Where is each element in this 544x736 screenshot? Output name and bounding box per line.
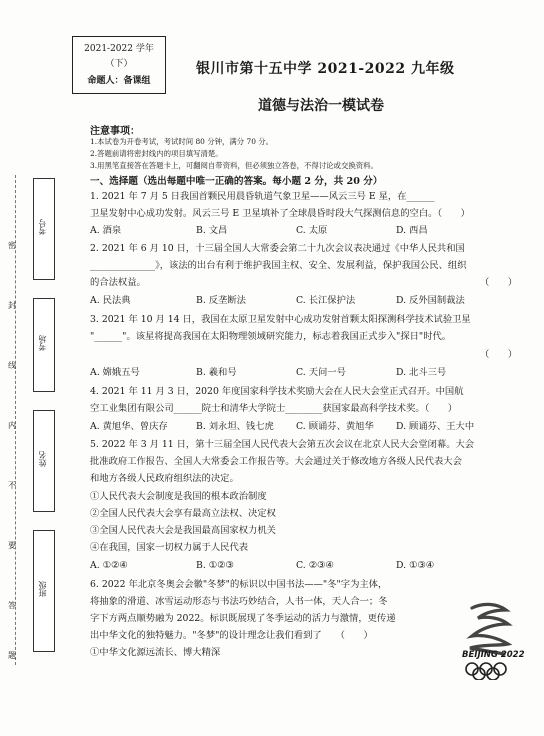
q5-statement: ②全国人民代表大会享有最高立法权、决定权 bbox=[90, 508, 276, 519]
q5-statement: ④在我国，国家一切权力属于人民代表 bbox=[90, 542, 249, 553]
q1-line: 1. 2021 年 7 月 5 日我国首颗民用晨昏轨道气象卫星——风云三号 E 星，在______ bbox=[90, 191, 435, 202]
q4-option-a: A. 黄旭华、曾庆存 bbox=[90, 421, 168, 432]
exam-title: 银川市第十五中学 2021-2022 九年级 bbox=[196, 61, 455, 77]
q1-option-c: C. 太原 bbox=[296, 225, 328, 236]
q3-line: 3. 2021 年 10 月 14 日，我国在太原卫星发射中心成功发射首颗太阳探测科学技术试验卫星 bbox=[90, 314, 471, 325]
exam-room-box[interactable] bbox=[33, 298, 55, 392]
section-heading: 一、选择题（选出每题中唯一正确的答案。每小题 2 分，共 20 分） bbox=[90, 176, 383, 187]
note-item: 1.本试卷为开卷考试，考试时间 80 分钟，满分 70 分。 bbox=[90, 137, 274, 146]
q4-option-d: D. 顾诵芬、王大中 bbox=[396, 421, 475, 432]
note-item: 3.用黑笔直接答在答题卡上，可翻阅自带资料，但必须独立答卷，不得讨论或交换资料。 bbox=[90, 161, 378, 170]
term-label: （下） bbox=[105, 59, 133, 69]
exam-info-box bbox=[72, 36, 166, 94]
q6-line: 6. 2022 年北京冬奥会会徽"冬梦"的标识以中国书法——"冬"字为主体， bbox=[90, 579, 388, 590]
seal-char: 答 bbox=[8, 601, 16, 610]
notes-heading: 注意事项： bbox=[90, 126, 140, 137]
q4-line: 空工业集团有限公司______院士和清华大学院士________获国家最高科学技术奖。（ ） bbox=[90, 403, 458, 414]
q2-line: 2. 2021 年 6 月 10 日，十三届全国人大常委会第二十九次会议表决通过《中华人民共和国 bbox=[90, 243, 465, 254]
seal-char: 要 bbox=[8, 541, 16, 550]
q2-line: 的合法权益。 bbox=[90, 277, 146, 288]
q3-option-d: D. 北斗三号 bbox=[396, 367, 447, 378]
olympic-rings bbox=[462, 662, 522, 680]
seal-char: 密 bbox=[8, 241, 16, 250]
exam-subtitle: 道德与法治一模试卷 bbox=[258, 98, 384, 114]
q2-option-b: B. 反垄断法 bbox=[196, 295, 246, 306]
q5-option-b: B. ①②③ bbox=[196, 560, 234, 571]
class-label: 班级 bbox=[38, 581, 47, 597]
q5-option-a: A. ①②④ bbox=[90, 560, 128, 571]
beijing-2022-logo bbox=[458, 600, 524, 680]
exam-number-box[interactable] bbox=[33, 178, 55, 280]
name-box[interactable] bbox=[33, 410, 55, 512]
seal-char: 不 bbox=[8, 481, 16, 490]
q3-option-b: B. 羲和号 bbox=[196, 367, 237, 378]
q6-line: 将抽象的滑道、冰雪运动形态与书法巧妙结合，人书一体，天人合一；冬 bbox=[90, 596, 388, 607]
seal-char: 内 bbox=[8, 421, 16, 430]
q4-option-b: B. 刘永坦、钱七虎 bbox=[196, 421, 274, 432]
q5-option-d: D. ①③④ bbox=[396, 560, 435, 571]
q5-line: 5. 2022 年 3 月 11 日，第十三届全国人民代表大会第五次会议在北京人民大会堂闭幕。大会 bbox=[90, 439, 475, 450]
q1-line: 卫星发射中心成功发射。风云三号 E 卫星填补了全球晨昏时段大气探测信息的空白。（ ） bbox=[90, 208, 470, 219]
q5-statement: ③全国人民代表大会是我国最高国家权力机关 bbox=[90, 525, 276, 536]
q1-option-d: D. 西昌 bbox=[396, 225, 428, 236]
q3-line: "______"。该星将提高我国在太阳物理领域研究能力，标志着我国正式步入"探日"时代。 bbox=[90, 331, 452, 342]
q3-option-a: A. 嫦娥五号 bbox=[90, 367, 140, 378]
q4-line: 4. 2021 年 11 月 3 日，2020 年度国家科学技术奖励大会在人民大会堂正式召开。中国航 bbox=[90, 386, 464, 397]
q6-line: 出中华文化的独特魅力。"冬梦"的设计理念让我们看到了 （ ） bbox=[90, 630, 373, 641]
q4-option-c: C. 顾诵芬、黄旭华 bbox=[296, 421, 374, 432]
logo-wordmark: BEIJING 2022 bbox=[462, 650, 525, 660]
q1-option-a: A. 酒泉 bbox=[90, 225, 122, 236]
q6-line: 字下方两点顺势融为 2022。标识既展现了冬季运动的活力与激情，更传递 bbox=[90, 613, 396, 624]
note-item: 2.答题前请将密封线内的项目填写清楚。 bbox=[90, 149, 223, 158]
q5-option-c: C. ②③④ bbox=[296, 560, 334, 571]
school-year: 2021-2022 学年 bbox=[84, 44, 154, 54]
q1-option-b: B. 文昌 bbox=[196, 225, 228, 236]
name-label: 姓名 bbox=[38, 451, 47, 467]
q2-option-c: C. 长江保护法 bbox=[296, 295, 356, 306]
q5-statement: ①人民代表大会制度是我国的根本政治制度 bbox=[90, 491, 267, 502]
q5-line: 批准政府工作报告、全国人大常委会工作报告等。大会通过关于修改地方各级人民代表大会 bbox=[90, 456, 462, 467]
exam-room-label: 考场 bbox=[38, 335, 47, 351]
q2-option-d: D. 反外国制裁法 bbox=[396, 295, 465, 306]
q2-option-a: A. 民法典 bbox=[90, 295, 131, 306]
q2-line: ______________》，该法的出台有利于维护我国主权、安全、发展利益，保护我国公民、组织 bbox=[90, 260, 467, 271]
q3-answer-paren: （ ） bbox=[480, 349, 518, 360]
q3-option-c: C. 天问一号 bbox=[296, 367, 346, 378]
setter-label: 命题人：备课组 bbox=[87, 76, 151, 86]
seal-char: 线 bbox=[8, 361, 16, 370]
q6-statement: ①中华文化源远流长、博大精深 bbox=[90, 647, 221, 658]
seal-char: 封 bbox=[8, 301, 16, 310]
class-box[interactable] bbox=[33, 530, 55, 652]
q2-answer-paren: （ ） bbox=[480, 277, 518, 288]
exam-number-label: 考号 bbox=[38, 219, 47, 235]
q5-line: 和地方各级人民政府组织法的决定。 bbox=[90, 473, 239, 484]
seal-char: 题 bbox=[8, 651, 16, 660]
